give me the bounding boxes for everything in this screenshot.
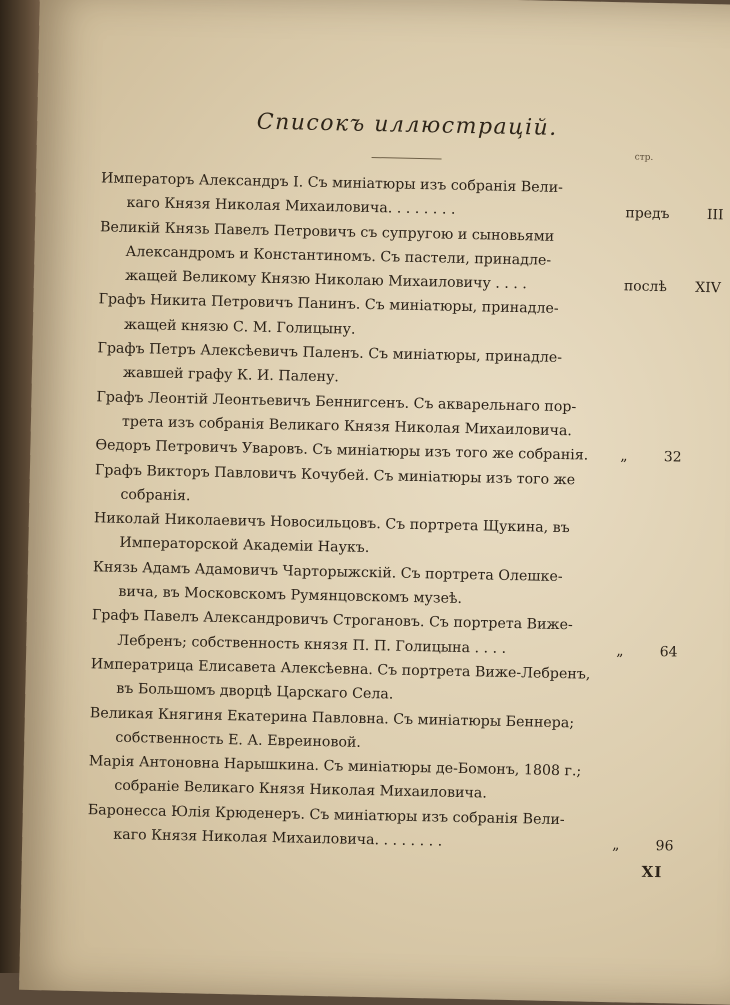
page-title: Списокъ иллюстрацій. (256, 109, 558, 141)
entry-line: Императрица Елисавета Алексѣевна. Съ портрета Виже-Лебренъ, (90, 656, 591, 683)
entry-line: Великій Князь Павелъ Петровичъ съ супругою и сыновьями (99, 218, 555, 245)
entry-line: жащей Великому Князю Николаю Михаиловичу . . . . (124, 268, 528, 293)
list-item (87, 798, 674, 858)
entry-line: Графъ Леонтій Леонтьевичъ Беннигсенъ. Съ акварельнаго пор- (96, 388, 577, 415)
entry-line: Графъ Петръ Алексѣевичъ Паленъ. Съ миніатюры, принадле- (97, 340, 563, 367)
entry-page-number: 96 (655, 838, 674, 855)
entry-page-label: „ (620, 448, 628, 465)
entry-line: собраніе Великаго Князя Николая Михаиловича. (114, 778, 488, 802)
title-rule (372, 157, 442, 159)
entry-line: Императорской Академіи Наукъ. (119, 535, 370, 557)
entry-line: каго Князя Николая Михаиловича. . . . . . . . (113, 826, 443, 850)
list-item (99, 215, 722, 300)
entry-line: въ Большомъ дворцѣ Царскаго Села. (116, 680, 394, 703)
entry-page-number: 32 (663, 449, 682, 466)
entry-page-number: 64 (659, 643, 678, 661)
entry-page-label: предъ (625, 205, 670, 223)
entry-line: вича, въ Московскомъ Румянцовскомъ музеѣ. (118, 583, 463, 608)
entry-line: жавшей графу К. И. Палену. (122, 365, 340, 386)
entry-page-label: „ (612, 837, 620, 854)
entry-line: Великая Княгиня Екатерина Павловна. Съ миніатюры Беннера; (89, 704, 575, 731)
entry-page-label: послѣ (623, 278, 668, 296)
entry-page-number: III (706, 207, 724, 224)
entry-page-label: „ (616, 642, 624, 660)
entry-line: Ѳедоръ Петровичъ Уваровъ. Съ миніатюры изъ того же собранія. (95, 437, 589, 464)
entry-page-ref (624, 274, 721, 300)
entry-line: Императоръ Александръ I. Съ миніатюры изъ собранія Вели- (100, 170, 564, 196)
entry-line: Николай Николаевичъ Новосильцовъ. Съ портрета Щукина, въ (93, 510, 570, 537)
book-page (19, 0, 730, 1005)
page-folio: XI (641, 862, 663, 882)
entry-line: Князь Адамъ Адамовичъ Чарторыжскій. Съ портрета Олешке- (92, 558, 563, 585)
entry-line: трета изъ собранія Великаго Князя Николая Михаиловича. (121, 413, 573, 440)
page-column-header: стр. (634, 152, 654, 163)
entry-page-ref (612, 833, 674, 859)
entry-line: Баронесса Юлія Крюденеръ. Съ миніатюры изъ собранія Вели- (87, 801, 565, 828)
entry-line: Графъ Викторъ Павловичъ Кочубей. Съ миніатюры изъ того же (94, 461, 576, 488)
entry-line: собственность Е. А. Евреиновой. (115, 729, 362, 751)
entry-page-ref (625, 202, 724, 228)
entry-line: Марія Антоновна Нарышкина. Съ миніатюры де-Бомонъ, 1808 г.; (88, 753, 582, 780)
entry-line: Лебренъ; собственность князя П. П. Голицына . . . . (117, 632, 507, 657)
entry-line: Графъ Никита Петровичъ Панинъ. Съ миніатюры, принадле- (98, 291, 559, 318)
entry-page-number: XIV (695, 279, 722, 297)
illustration-list (87, 166, 724, 858)
entry-line: Александромъ и Константиномъ. Съ пастели, принадле- (125, 243, 552, 269)
entry-page-ref (620, 445, 682, 471)
entry-line: жащей князю С. М. Голицыну. (123, 316, 356, 338)
entry-line: Графъ Павелъ Александровичъ Строгановъ. Съ портрета Виже- (91, 607, 573, 634)
entry-line: каго Князя Николая Михаиловича. . . . . . . . (126, 195, 456, 219)
entry-line: собранія. (120, 486, 191, 505)
entry-page-ref (616, 639, 678, 665)
